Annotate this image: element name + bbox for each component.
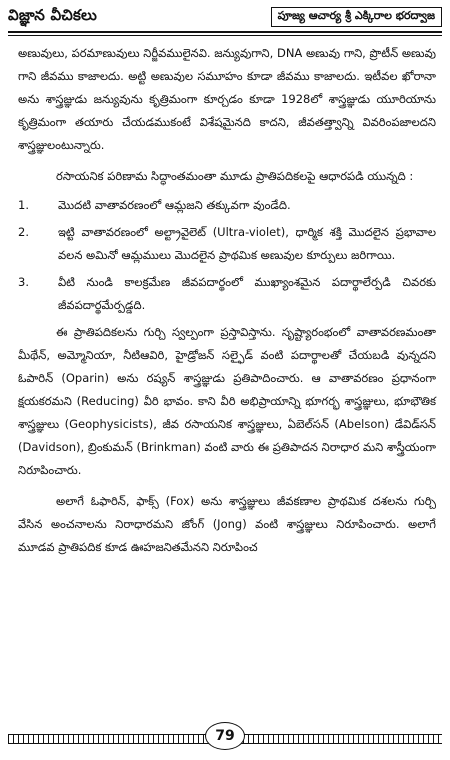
list-text: వీటి నుండి కాలక్రమేణ జీవపదార్థంలో ముఖ్యాంశమైన పదార్థాలేర్పడి చివరకు జీవపదార్థమేర్పడ్డది. (58, 275, 436, 312)
header-rule-thin (8, 35, 442, 36)
list-item (18, 194, 436, 217)
author-label: పూజ్య ఆచార్య శ్రీ ఎక్కిరాల భరద్వాజ (271, 7, 442, 27)
list-text: మొదటి వాతావరణంలో ఆమ్లజని తక్కువగా వుండేది. (58, 198, 291, 212)
book-title: విజ్ఞాన వీచికలు (8, 6, 98, 24)
list-item (18, 271, 436, 317)
page-footer (8, 720, 442, 754)
paragraph-2: రసాయనిక పరిణామ సిద్ధాంతమంతా మూడు ప్రాతిపదికలపై ఆధారపడి యున్నది : (56, 169, 414, 183)
list-number: 1. (18, 198, 29, 212)
paragraph-4: అలాగే ఓఫారిన్, ఫాక్స్ (Fox) అను శాస్త్రజ్ఞులు జీవకణాల ప్రాథమిక దశలను గుర్చి వేసిన అంచనాలను నిరాధారమని జోంగ్ (Jong) వంటి శాస్త్రజ్ఞులు నిరూపించారు. అలాగే మూడవ ప్రాతిపదిక కూడ ఊహజనితమేనని నిరూపించ (18, 494, 436, 554)
numbered-list (18, 194, 436, 317)
page-header (8, 4, 442, 30)
list-text: ఇట్టి వాతావరణంలో అల్ట్రావైలెట్ (Ultra-violet), ధార్మిక శక్తి మొదలైన ప్రభావాల వలన అమినో ఆమ్లములు మొదలైన ప్రాథమిక అణువుల కూర్పులు జరిగాయి. (58, 225, 436, 262)
header-rule (8, 31, 442, 33)
page-body (18, 42, 436, 714)
paragraph-1: అణువులు, పరమాణువులు నిర్జీవములైనవి. జన్యువుగాని, DNA అణువు గాని, ప్రొటీన్ అణువు గాని జీవము కాజాలదు. అట్టి అణువుల సమూహం కూడా జీవము కాజాలదు. ఇటీవల ఖోరానా అను శాస్త్రజ్ఞుడు జన్యువును కృత్రిమంగా కూర్చడం కూడా 1928లో శాస్త్రజ్ఞుడు యూరియాను కృత్రిమంగా తయారు చేయడముకంటే విశేషమైనది కాదని, జీవతత్త్వాన్ని వివరింపజాలదని శాస్త్రజ్ఞులంటున్నారు. (18, 46, 436, 152)
paragraph-3: ఈ ప్రాతిపదికలను గుర్చి స్వల్పంగా ప్రస్తావిస్తాను. సృష్ట్యారంభంలో వాతావరణమంతా మీథేన్, అమ్మోనియా, నీటిఆవిరి, హైడ్రోజన్ సల్ఫైడ్ వంటి పదార్థాలతో చేయబడి వున్నదని ఓపారిన్ (Oparin) అను రష్యన్ శాస్త్రజ్ఞుడు ప్రతిపాదించారు. ఆ వాతావరణం ప్రధానంగా క్షయకరమని (Reducing) వీరి భావం. కాని వీరి అభిప్రాయాన్ని భూగర్భ శాస్త్రజ్ఞులు, భూభౌతిక శాస్త్రజ్ఞులు (Geophysicists), జీవ రసాయనిక శాస్త్రజ్ఞులు, ఏబెల్‌సన్ (Abelson) డేవిడ్‌సన్ (Davidson), బ్రింకుమన్ (Brinkman) వంటి వారు ఈ ప్రతిపాదన నిరాధార మని శాస్త్రీయంగా నిరూపించారు. (18, 325, 436, 477)
page-number: 79 (205, 722, 245, 750)
list-number: 2. (18, 225, 29, 239)
list-item (18, 221, 436, 267)
list-number: 3. (18, 275, 29, 289)
